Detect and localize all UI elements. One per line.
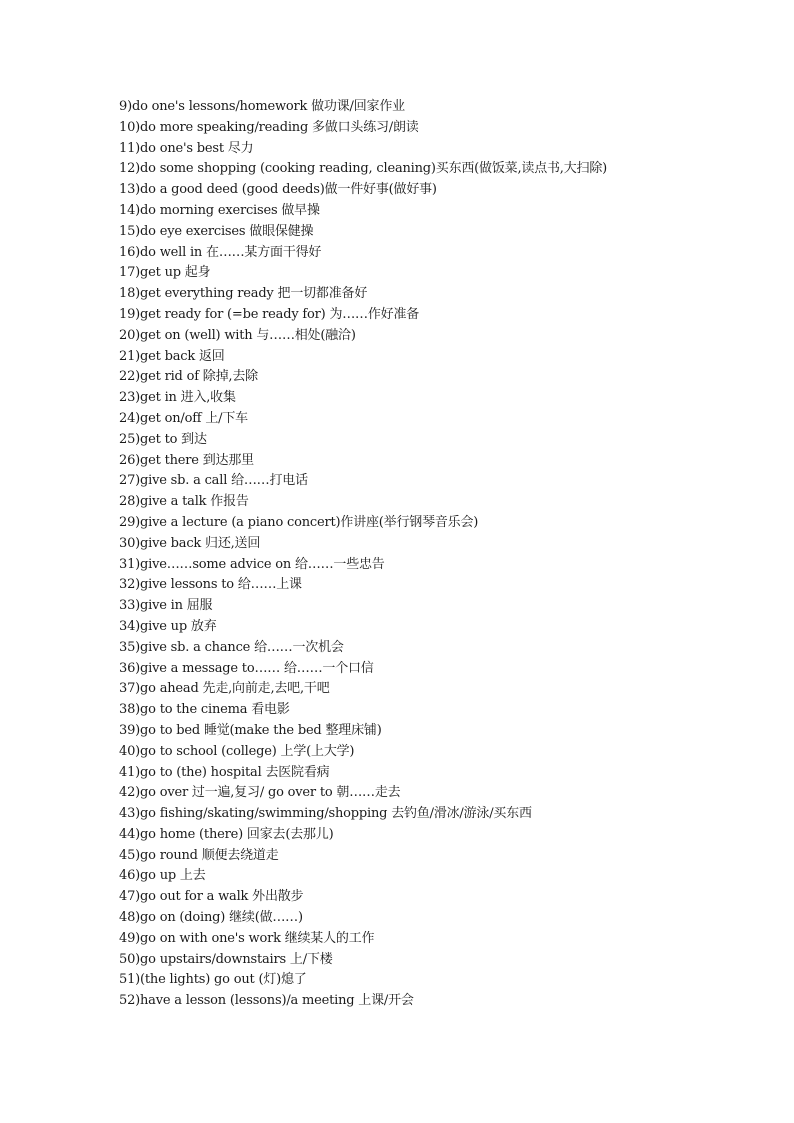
- phrase-line-11: 11)do one's best 尽力: [119, 140, 254, 156]
- phrase-line-42: 42)go over 过一遍,复习/ go over to 朝……走去: [119, 785, 401, 801]
- phrase-line-20: 20)get on (well) with 与……相处(融洽): [119, 327, 356, 343]
- phrase-line-37: 37)go ahead 先走,向前走,去吧,干吧: [119, 681, 330, 697]
- phrase-line-39: 39)go to bed 睡觉(make the bed 整理床铺): [119, 722, 382, 738]
- phrase-line-51: 51)(the lights) go out (灯)熄了: [119, 972, 307, 988]
- phrase-line-38: 38)go to the cinema 看电影: [119, 702, 290, 718]
- phrase-line-44: 44)go home (there) 回家去(去那儿): [119, 826, 334, 842]
- phrase-line-22: 22)get rid of 除掉,去除: [119, 369, 258, 385]
- phrase-line-26: 26)get there 到达那里: [119, 452, 254, 468]
- phrase-line-27: 27)give sb. a call 给……打电话: [119, 473, 308, 489]
- phrase-line-47: 47)go out for a walk 外出散步: [119, 889, 304, 905]
- phrase-line-18: 18)get everything ready 把一切都准备好: [119, 286, 368, 302]
- phrase-line-40: 40)go to school (college) 上学(上大学): [119, 743, 355, 759]
- phrase-line-35: 35)give sb. a chance 给……一次机会: [119, 639, 344, 655]
- phrase-line-24: 24)get on/off 上/下车: [119, 410, 248, 426]
- phrase-line-45: 45)go round 顺便去绕道走: [119, 847, 279, 863]
- phrase-line-52: 52)have a lesson (lessons)/a meeting 上课/开会: [119, 993, 414, 1009]
- phrase-line-19: 19)get ready for (=be ready for) 为……作好准备: [119, 306, 420, 322]
- phrase-line-49: 49)go on with one's work 继续某人的工作: [119, 930, 375, 946]
- phrase-line-46: 46)go up 上去: [119, 868, 206, 884]
- phrase-line-41: 41)go to (the) hospital 去医院看病: [119, 764, 330, 780]
- phrase-line-25: 25)get to 到达: [119, 431, 207, 447]
- phrase-line-33: 33)give in 屈服: [119, 598, 213, 614]
- phrase-line-16: 16)do well in 在……某方面干得好: [119, 244, 322, 260]
- phrase-line-14: 14)do morning exercises 做早操: [119, 202, 320, 218]
- phrase-line-43: 43)go fishing/skating/swimming/shopping 去钓鱼/滑冰/游泳/买东西: [119, 806, 532, 822]
- phrase-line-12: 12)do some shopping (cooking reading, cleaning)买东西(做饭菜,读点书,大扫除): [119, 161, 607, 177]
- phrase-line-36: 36)give a message to…… 给……一个口信: [119, 660, 374, 676]
- phrase-line-13: 13)do a good deed (good deeds)做一件好事(做好事): [119, 182, 437, 198]
- phrase-line-30: 30)give back 归还,送回: [119, 535, 261, 551]
- phrase-line-48: 48)go on (doing) 继续(做……): [119, 910, 303, 926]
- phrase-line-15: 15)do eye exercises 做眼保健操: [119, 223, 314, 239]
- phrase-line-9: 9)do one's lessons/homework 做功课/回家作业: [119, 99, 405, 114]
- phrase-line-29: 29)give a lecture (a piano concert)作讲座(举行钢琴音乐会): [119, 514, 479, 530]
- phrase-line-23: 23)get in 进入,收集: [119, 390, 236, 406]
- phrase-line-50: 50)go upstairs/downstairs 上/下楼: [119, 951, 333, 967]
- phrase-list: [119, 97, 759, 1012]
- phrase-line-28: 28)give a talk 作报告: [119, 494, 249, 510]
- phrase-line-17: 17)get up 起身: [119, 265, 211, 281]
- phrase-line-34: 34)give up 放弃: [119, 618, 217, 634]
- phrase-line-32: 32)give lessons to 给……上课: [119, 577, 302, 593]
- phrase-line-31: 31)give……some advice on 给……一些忠告: [119, 556, 385, 572]
- phrase-line-21: 21)get back 返回: [119, 348, 225, 364]
- phrase-line-10: 10)do more speaking/reading 多做口头练习/朗读: [119, 119, 419, 135]
